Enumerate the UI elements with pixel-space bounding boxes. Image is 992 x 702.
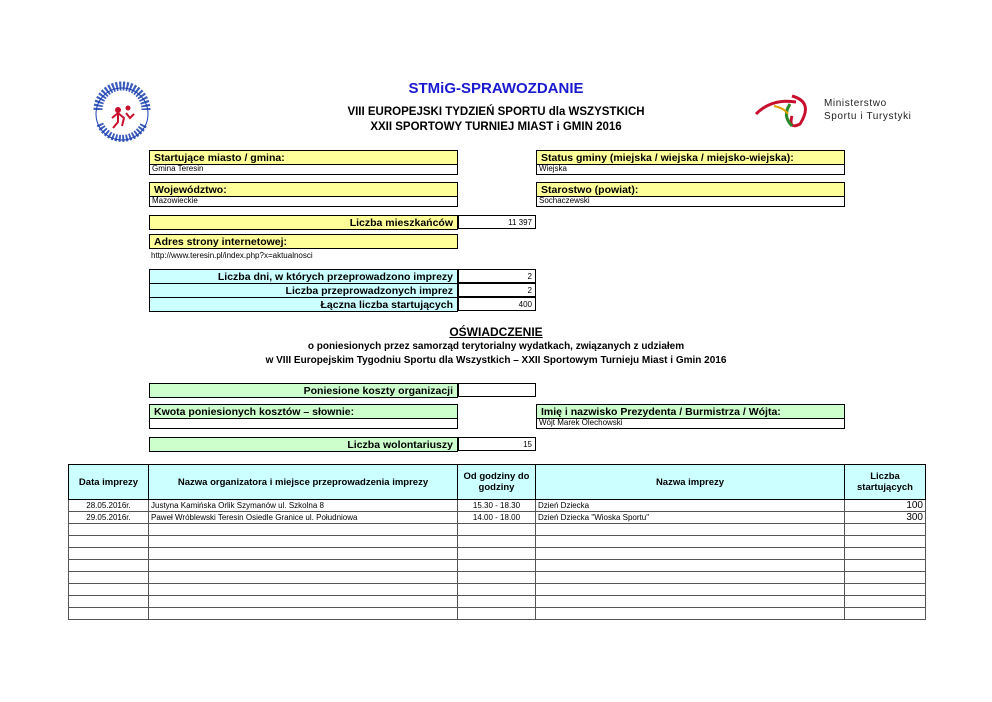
hours-cell[interactable]: 15.30 - 18.30 <box>458 500 536 512</box>
col-hours-header: Od godziny do godziny <box>458 465 536 500</box>
col-organizer-header: Nazwa organizatora i miejsce przeprowadzenia imprezy <box>149 465 458 500</box>
organizer-cell[interactable] <box>149 560 458 572</box>
date-cell[interactable] <box>69 548 149 560</box>
date-cell[interactable] <box>69 536 149 548</box>
events-table <box>68 464 926 620</box>
participants-cell[interactable] <box>845 608 926 620</box>
city-field[interactable]: Gmina Teresin <box>149 164 458 175</box>
participants-label: Łączna liczba startujących <box>149 297 458 312</box>
col-event-name-header: Nazwa imprezy <box>536 465 845 500</box>
event-name-cell[interactable] <box>536 536 845 548</box>
page-title: STMiG-SPRAWOZDANIE <box>408 80 584 97</box>
volunteers-label: Liczba wolontariuszy <box>149 437 458 452</box>
organizer-cell[interactable]: Justyna Kamińska Orlik Szymanów ul. Szkolna 8 <box>149 500 458 512</box>
hours-cell[interactable] <box>458 536 536 548</box>
mayor-label: Imię i nazwisko Prezydenta / Burmistrza / Wójta: <box>536 404 845 419</box>
event-name-cell[interactable]: Dzień Dziecka "Wioska Sportu" <box>536 512 845 524</box>
hours-cell[interactable] <box>458 524 536 536</box>
hours-cell[interactable] <box>458 596 536 608</box>
table-row <box>69 608 926 620</box>
organizer-cell[interactable] <box>149 572 458 584</box>
voivodeship-field[interactable]: Mazowieckie <box>149 196 458 207</box>
date-cell[interactable]: 28.05.2016r. <box>69 500 149 512</box>
col-participants-header: Liczba startujących <box>845 465 926 500</box>
participants-cell[interactable] <box>845 536 926 548</box>
ministry-logo <box>752 92 922 132</box>
table-row <box>69 584 926 596</box>
organizer-cell[interactable] <box>149 596 458 608</box>
organizer-cell[interactable]: Paweł Wróblewski Teresin Osiedle Granice ul. Południowa <box>149 512 458 524</box>
ministry-logo-line1: Ministerstwo <box>824 98 887 109</box>
costs-words-field[interactable] <box>149 418 458 429</box>
county-field[interactable]: Sochaczewski <box>536 196 845 207</box>
organizer-cell[interactable] <box>149 548 458 560</box>
mayor-field[interactable]: Wójt Marek Olechowski <box>536 418 845 429</box>
event-name-cell[interactable] <box>536 584 845 596</box>
table-row <box>69 536 926 548</box>
date-cell[interactable] <box>69 560 149 572</box>
date-cell[interactable] <box>69 608 149 620</box>
hours-cell[interactable] <box>458 584 536 596</box>
hours-cell[interactable] <box>458 572 536 584</box>
hours-cell[interactable] <box>458 608 536 620</box>
subtitle-2: XXII SPORTOWY TURNIEJ MIAST i GMIN 2016 <box>370 121 622 133</box>
event-name-cell[interactable] <box>536 524 845 536</box>
costs-label: Poniesione koszty organizacji <box>149 383 458 398</box>
website-link[interactable]: http://www.teresin.pl/index.php?x=aktualnosci <box>151 251 313 260</box>
event-name-cell[interactable] <box>536 608 845 620</box>
event-name-cell[interactable]: Dzień Dziecka <box>536 500 845 512</box>
ministry-logo-line2: Sportu i Turystyki <box>824 111 912 122</box>
table-row <box>69 560 926 572</box>
participants-cell[interactable] <box>845 524 926 536</box>
status-label: Status gminy (miejska / wiejska / miejsko-wiejska): <box>536 150 845 165</box>
hours-cell[interactable] <box>458 560 536 572</box>
subtitle-1: VIII EUROPEJSKI TYDZIEŃ SPORTU dla WSZYSTKICH <box>347 106 645 118</box>
participants-cell[interactable]: 300 <box>845 512 926 524</box>
status-field[interactable]: Wiejska <box>536 164 845 175</box>
website-label: Adres strony internetowej: <box>149 234 458 249</box>
table-row <box>69 596 926 608</box>
event-name-cell[interactable] <box>536 560 845 572</box>
participants-cell[interactable] <box>845 596 926 608</box>
events-field[interactable]: 2 <box>458 283 536 297</box>
volunteers-field[interactable]: 15 <box>458 437 536 451</box>
days-label: Liczba dni, w których przeprowadzono imprezy <box>149 269 458 284</box>
organizer-cell[interactable] <box>149 584 458 596</box>
hours-cell[interactable] <box>458 548 536 560</box>
costs-words-label: Kwota poniesionych kosztów – słownie: <box>149 404 458 419</box>
events-label: Liczba przeprowadzonych imprez <box>149 283 458 298</box>
voivodeship-label: Województwo: <box>149 182 458 197</box>
organizer-cell[interactable] <box>149 536 458 548</box>
participants-field[interactable]: 400 <box>458 297 536 311</box>
declaration-line-1: o poniesionych przez samorząd terytorialny wydatkach, związanych z udziałem <box>307 341 685 352</box>
participants-cell[interactable] <box>845 572 926 584</box>
date-cell[interactable]: 29.05.2016r. <box>69 512 149 524</box>
hours-cell[interactable]: 14.00 - 18.00 <box>458 512 536 524</box>
participants-cell[interactable] <box>845 560 926 572</box>
population-field[interactable]: 11 397 <box>458 215 536 229</box>
organizer-cell[interactable] <box>149 608 458 620</box>
date-cell[interactable] <box>69 584 149 596</box>
table-row <box>69 572 926 584</box>
table-row <box>69 512 926 524</box>
events-table-header <box>69 465 926 500</box>
table-row <box>69 548 926 560</box>
participants-cell[interactable]: 100 <box>845 500 926 512</box>
event-name-cell[interactable] <box>536 572 845 584</box>
date-cell[interactable] <box>69 524 149 536</box>
event-name-cell[interactable] <box>536 596 845 608</box>
county-label: Starostwo (powiat): <box>536 182 845 197</box>
date-cell[interactable] <box>69 572 149 584</box>
table-row <box>69 500 926 512</box>
col-date-header: Data imprezy <box>69 465 149 500</box>
city-label: Startujące miasto / gmina: <box>149 150 458 165</box>
declaration-line-2: w VIII Europejskim Tygodniu Sportu dla Wszystkich – XXII Sportowym Turnieju Miast i Gmin 2016 <box>265 355 727 366</box>
days-field[interactable]: 2 <box>458 269 536 283</box>
costs-field[interactable] <box>458 383 536 397</box>
date-cell[interactable] <box>69 596 149 608</box>
event-name-cell[interactable] <box>536 548 845 560</box>
participants-cell[interactable] <box>845 584 926 596</box>
participants-cell[interactable] <box>845 548 926 560</box>
table-row <box>69 524 926 536</box>
organizer-cell[interactable] <box>149 524 458 536</box>
population-label: Liczba mieszkańców <box>149 215 458 230</box>
declaration-title: OŚWIADCZENIE <box>449 325 543 339</box>
